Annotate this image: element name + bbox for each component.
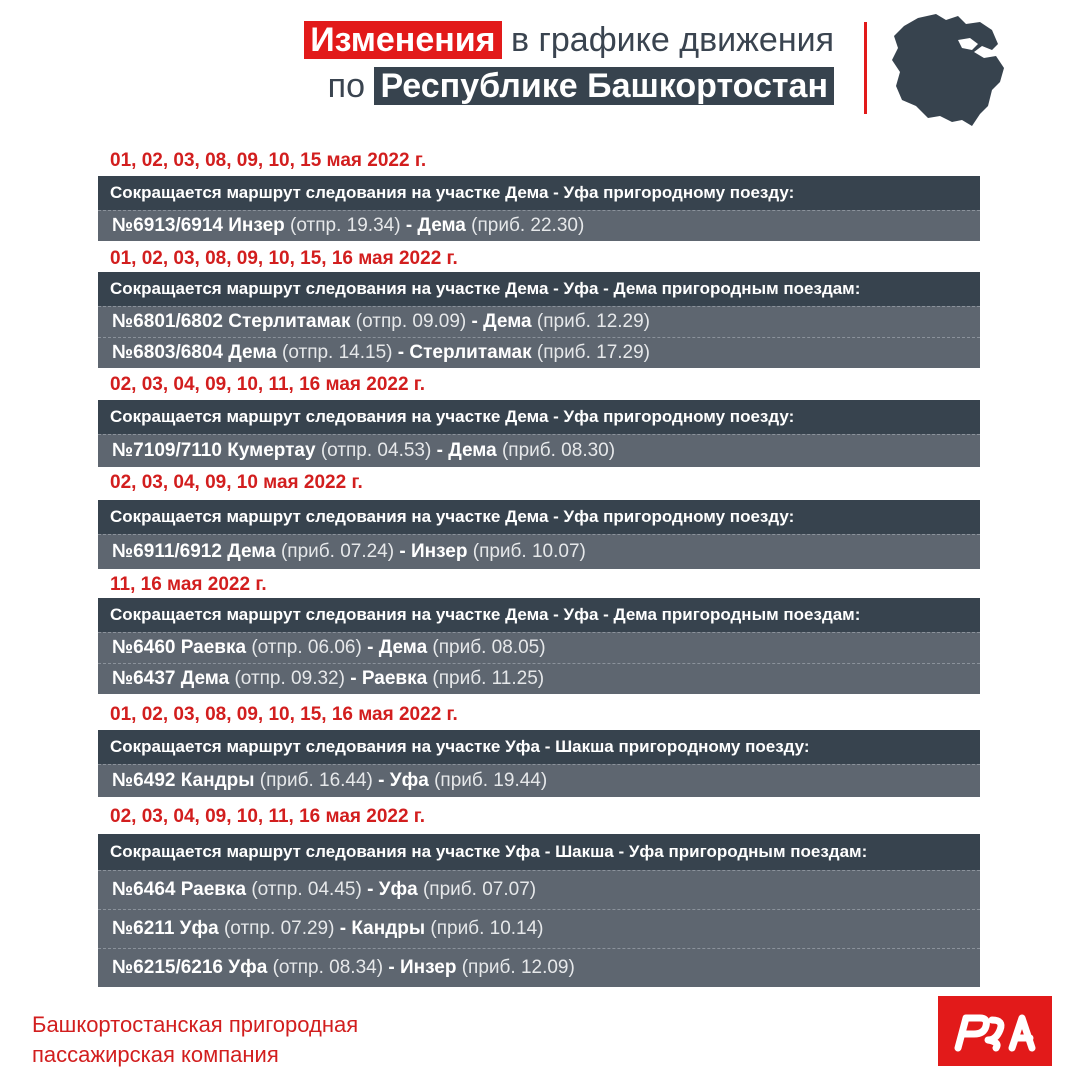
train-destination: Уфа [389, 770, 429, 791]
train-row [98, 306, 980, 337]
train-row [98, 764, 980, 797]
train-row [98, 663, 980, 694]
section-date: 02, 03, 04, 09, 10, 11, 16 мая 2022 г. [110, 374, 426, 395]
train-arrival: (приб. 07.07) [417, 879, 537, 900]
train-destination: Дема [378, 637, 428, 658]
train-number: №6460 Раевка [112, 637, 247, 658]
section-heading: Сокращается маршрут следования на участке Уфа - Шакша - Уфа пригородным поездам: [98, 834, 980, 870]
train-destination: Инзер [399, 957, 457, 978]
train-number: №7109/7110 Кумертау [112, 440, 316, 461]
train-time: (отпр. 04.53) [315, 440, 437, 461]
train-dash: - [388, 957, 400, 978]
train-time: (отпр. 09.32) [229, 668, 351, 689]
section-card [98, 834, 980, 987]
train-time: (отпр. 04.45) [246, 879, 368, 900]
train-arrival: (приб. 12.09) [456, 957, 575, 978]
section-date: 02, 03, 04, 09, 10, 11, 16 мая 2022 г. [110, 806, 426, 827]
train-number: №6211 Уфа [112, 918, 219, 939]
train-row [98, 337, 980, 368]
train-time: (отпр. 14.15) [276, 342, 398, 363]
train-dash: - [471, 311, 484, 332]
train-destination: Раевка [361, 668, 428, 689]
train-row [98, 534, 980, 569]
train-time: (отпр. 06.06) [246, 637, 368, 658]
section-heading: Сокращается маршрут следования на участке Дема - Уфа пригородному поезду: [98, 176, 980, 210]
train-dash: - [339, 918, 352, 939]
train-row [98, 948, 980, 987]
train-destination: Инзер [410, 541, 468, 562]
train-arrival: (приб. 10.07) [467, 541, 586, 562]
train-dash: - [350, 668, 362, 689]
section-card [98, 400, 980, 467]
train-number: №6437 Дема [112, 668, 230, 689]
header-highlight-dark: Республике Башкортостан [374, 67, 834, 105]
company-name-line-1: Башкортостанская пригородная [32, 1012, 359, 1037]
section-date: 01, 02, 03, 08, 09, 10, 15 мая 2022 г. [110, 150, 427, 171]
train-dash: - [436, 440, 449, 461]
train-dash: - [397, 342, 410, 363]
train-arrival: (приб. 12.29) [531, 311, 651, 332]
train-number: №6492 Кандры [112, 770, 255, 791]
section-date: 01, 02, 03, 08, 09, 10, 15, 16 мая 2022 г. [110, 248, 458, 269]
train-number: №6215/6216 Уфа [112, 957, 268, 978]
train-dash: - [405, 215, 418, 236]
train-destination: Стерлитамак [409, 342, 532, 363]
section-heading: Сокращается маршрут следования на участке Дема - Уфа пригородному поезду: [98, 500, 980, 534]
train-row [98, 909, 980, 948]
train-number: №6911/6912 Дема [112, 541, 276, 562]
train-row [98, 210, 980, 241]
train-destination: Уфа [378, 879, 418, 900]
section-date: 01, 02, 03, 08, 09, 10, 15, 16 мая 2022 г. [110, 704, 458, 725]
header-line-2-pre: по [327, 67, 375, 105]
page-header [304, 20, 834, 106]
train-row [98, 870, 980, 909]
header-divider [864, 22, 867, 114]
train-number: №6464 Раевка [112, 879, 247, 900]
train-number: №6913/6914 Инзер [112, 215, 285, 236]
company-name-line-2: пассажирская компания [32, 1042, 279, 1067]
header-line-2 [304, 66, 834, 106]
train-destination: Дема [417, 215, 466, 236]
header-line-1-rest: в графике движения [501, 21, 834, 59]
train-arrival: (приб. 22.30) [465, 215, 585, 236]
rzd-logo-icon [938, 996, 1052, 1066]
section-date: 11, 16 мая 2022 г. [110, 574, 267, 595]
train-number: №6803/6804 Дема [112, 342, 277, 363]
train-dash: - [378, 770, 390, 791]
header-line-1 [304, 20, 834, 60]
train-time: (отпр. 09.09) [350, 311, 472, 332]
train-row [98, 632, 980, 663]
train-arrival: (приб. 08.30) [496, 440, 616, 461]
section-card [98, 598, 980, 694]
section-heading: Сокращается маршрут следования на участке Уфа - Шакша пригородному поезду: [98, 730, 980, 764]
train-destination: Дема [483, 311, 532, 332]
train-time: (отпр. 08.34) [267, 957, 389, 978]
train-time: (приб. 16.44) [254, 770, 379, 791]
train-destination: Кандры [351, 918, 426, 939]
train-destination: Дема [448, 440, 497, 461]
train-row [98, 434, 980, 467]
section-heading: Сокращается маршрут следования на участке Дема - Уфа пригородному поезду: [98, 400, 980, 434]
train-dash: - [367, 637, 379, 658]
section-heading: Сокращается маршрут следования на участке Дема - Уфа - Дема пригородным поездам: [98, 598, 980, 632]
train-arrival: (приб. 08.05) [427, 637, 546, 658]
train-time: (приб. 07.24) [275, 541, 400, 562]
train-arrival: (приб. 19.44) [428, 770, 548, 791]
section-date: 02, 03, 04, 09, 10 мая 2022 г. [110, 472, 363, 493]
train-time: (отпр. 07.29) [218, 918, 340, 939]
section-card [98, 730, 980, 797]
train-dash: - [399, 541, 411, 562]
train-dash: - [367, 879, 379, 900]
section-card [98, 500, 980, 569]
train-arrival: (приб. 11.25) [427, 668, 545, 689]
bashkortostan-map-icon [888, 10, 1010, 128]
section-heading: Сокращается маршрут следования на участке Дема - Уфа - Дема пригородным поездам: [98, 272, 980, 306]
section-card [98, 176, 980, 241]
train-arrival: (приб. 10.14) [425, 918, 544, 939]
header-highlight-red: Изменения [304, 21, 501, 59]
section-card [98, 272, 980, 368]
train-number: №6801/6802 Стерлитамак [112, 311, 351, 332]
train-arrival: (приб. 17.29) [531, 342, 650, 363]
company-name [32, 1010, 358, 1070]
train-time: (отпр. 19.34) [284, 215, 406, 236]
